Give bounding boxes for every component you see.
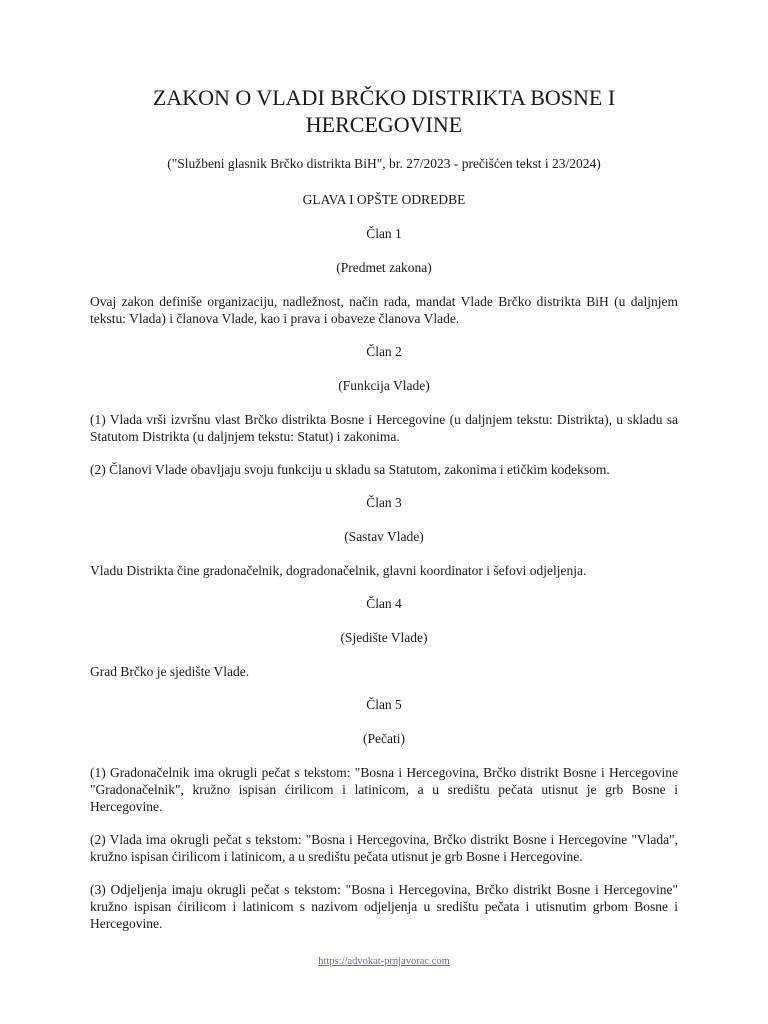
footer-link[interactable]: https://advokat-prnjavorac.com: [318, 956, 450, 967]
article-number: Član 3: [366, 495, 402, 510]
article-4: [90, 595, 678, 680]
article-number: Član 5: [366, 697, 402, 712]
chapter-heading: GLAVA I OPŠTE ODREDBE: [302, 192, 466, 207]
article-paragraph: (2) Vlada ima okrugli pečat s tekstom: "Bosna i Hercegovina, Brčko distrikt Bosne i Hercegovine "Vlada", kružno ispisan ćirilicom i latinicom, a u središtu pečata utisnut je grb Bosne i Hercegovine.: [90, 832, 678, 864]
article-paragraph: (2) Članovi Vlade obavljaju svoju funkciju u skladu sa Statutom, zakonima i etičkim kodeksom.: [90, 462, 610, 477]
article-heading: (Sastav Vlade): [344, 529, 424, 544]
article-2: [90, 343, 678, 478]
article-heading: (Funkcija Vlade): [338, 378, 430, 393]
document-subtitle: ("Službeni glasnik Brčko distrikta BiH", br. 27/2023 - prečišćen tekst i 23/2024): [167, 156, 601, 171]
article-paragraph: Grad Brčko je sjedište Vlade.: [90, 664, 250, 679]
article-paragraph: (3) Odjeljenja imaju okrugli pečat s tekstom: "Bosna i Hercegovina, Brčko distrikt Bosne i Hercegovine" kružno ispisan ćirilicom i latinicom s nazivom odjeljenja u središtu pečata i utisnutim grbom Bosne i Hercegovine.: [90, 882, 678, 931]
document-page: [90, 84, 678, 948]
article-number: Član 4: [366, 596, 402, 611]
article-number: Član 2: [366, 344, 402, 359]
article-paragraph: Ovaj zakon definiše organizaciju, nadležnost, način rada, mandat Vlade Brčko distrikta BiH (u daljnjem tekstu: Vlada) i članova Vlade, kao i prava i obaveze članova Vlade.: [90, 294, 678, 326]
document-title: ZAKON O VLADI BRČKO DISTRIKTA BOSNE I HERCEGOVINE: [152, 85, 616, 137]
page-footer: [0, 956, 768, 967]
article-paragraph: Vladu Distrikta čine gradonačelnik, dogradonačelnik, glavni koordinator i šefovi odjeljenja.: [90, 563, 587, 578]
article-paragraph: (1) Gradonačelnik ima okrugli pečat s tekstom: "Bosna i Hercegovina, Brčko distrikt Bosne i Hercegovine "Gradonačelnik", kružno ispisan ćirilicom i latinicom, a u središtu pečata utisnut je grb Bosne i Hercegovine.: [90, 765, 678, 814]
article-paragraph: (1) Vlada vrši izvršnu vlast Brčko distrikta Bosne i Hercegovine (u daljnjem tekstu: Distrikta), u skladu sa Statutom Distrikta (u daljnjem tekstu: Statut) i zakonima.: [90, 412, 678, 444]
article-heading: (Sjedište Vlade): [340, 630, 428, 645]
article-heading: (Pečati): [363, 731, 405, 746]
article-1: [90, 225, 678, 327]
article-heading: (Predmet zakona): [336, 260, 432, 275]
article-5: [90, 696, 678, 932]
article-number: Član 1: [366, 226, 402, 241]
article-3: [90, 494, 678, 579]
